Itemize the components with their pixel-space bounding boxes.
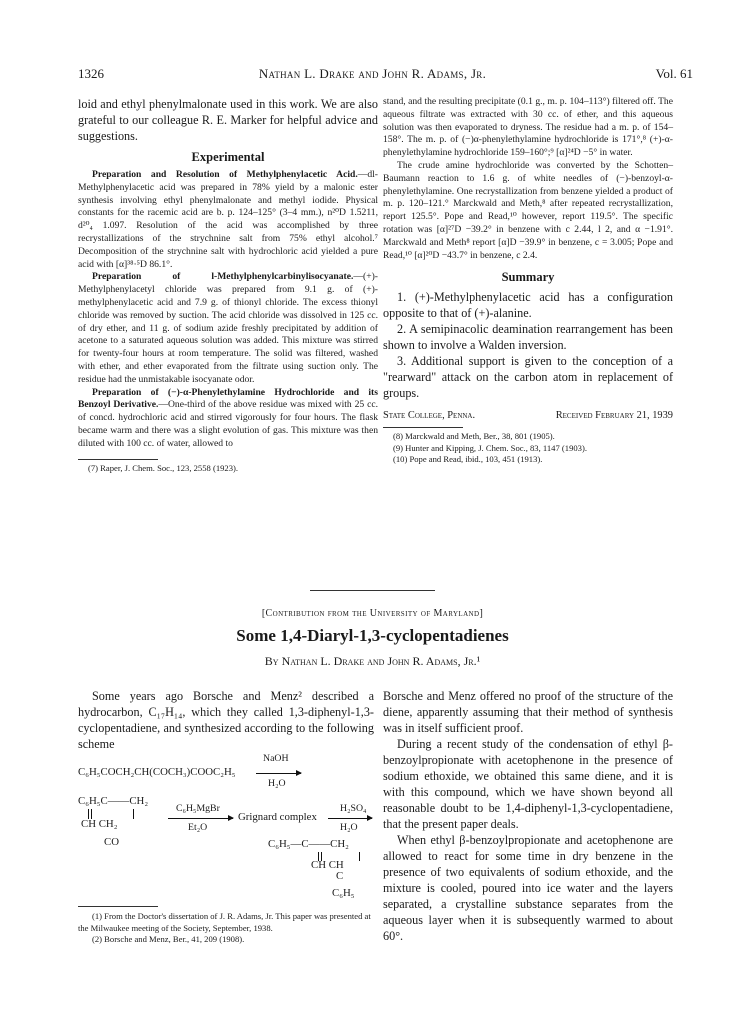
footnote-9: (9) Hunter and Kipping, J. Chem. Soc., 83, 1147 (1903). xyxy=(393,442,587,453)
acknowledgment-paragraph: loid and ethyl phenylmalonate used in this work. We are also grateful to our colleague R. E. Marker for helpful advice and suggestions. xyxy=(78,97,378,143)
precipitate-paragraph: stand, and the resulting precipitate (0.1 g., m. p. 104–113°) filtered off. The aqueous filtrate was extracted with 30 cc. of ether, and this aqueous solution was then evaporated to dryness. The residue had a m. p. of 154–158°. The m. p. of (−)α-phenylethylamine hydrochloride is 171°,⁸ (+)-α-phenylethylamine hydrochloride 159–160°;⁹ [α]²⁴D −5° in water. xyxy=(383,96,673,159)
scheme-grignard-complex: Grignard complex xyxy=(238,811,317,823)
running-title: Nathan L. Drake and John R. Adams, Jr. xyxy=(258,66,487,81)
footnote-2: (2) Borsche and Menz, Ber., 41, 209 (1908). xyxy=(92,934,245,944)
reaction-arrow-2 xyxy=(168,818,233,819)
byline: By Nathan L. Drake and John R. Adams, Jr.¹ xyxy=(264,654,481,668)
article-title: Some 1,4-Diaryl-1,3-cyclopentadienes xyxy=(236,626,509,645)
scheme-product-phenyl: C₆H₅ xyxy=(332,887,355,899)
reaction-scheme xyxy=(78,752,378,882)
scheme-reagent-naoh: NaOH xyxy=(263,753,289,764)
hydrochloride-body: —One-third of the above residue was mixed with 25 cc. of concd. hydrochloric acid and stirred vigorously for four hours. The flask became warm and there was a slight evolution of gas. This mixture was then diluted with 100 cc. of water, allowed to xyxy=(78,399,378,449)
footnote-8: (8) Marckwald and Meth, Ber., 38, 801 (1905). xyxy=(393,431,555,442)
prep-resolution-paragraph xyxy=(78,169,378,271)
footnote-rule-right xyxy=(383,427,463,428)
article-separator xyxy=(310,590,435,591)
prep-resolution-body: —dl-Methylphenylacetic acid was prepared in 78% yield by a malonic ester synthesis involving ethyl phenylmalonate and methyl iodide. Physical constants for the racemic acid are b. p. 124–125° (3–4 mm.), n²⁰D 1.5211, d²⁰₄ 1.097. Resolution of the acid was accomplished by three recrystallizations of the strychnine salt from 75% ethyl alcohol.⁷ Decomposition of the strychnine salt with hydrochloric acid yielded a pure acid with [α]³⁸·⁵D 86.1°. xyxy=(78,169,378,270)
summary-item-1: 1. (+)-Methylphenylacetic acid has a configuration opposite to that of (+)-alanine. xyxy=(383,290,673,321)
right-column-bottom xyxy=(383,688,673,944)
scheme-ring-middle: CH CH₂ xyxy=(81,818,118,830)
isocyanate-paragraph xyxy=(78,271,378,386)
product-bond-right xyxy=(359,852,360,861)
footnote-rule xyxy=(78,459,158,460)
place-label: State College, Penna. xyxy=(383,410,476,422)
scheme-ring-carbonyl: CO xyxy=(104,836,119,848)
prep-resolution-heading: Preparation and Resolution of Methylphenylacetic Acid. xyxy=(92,169,358,180)
scheme-starting-material: C₆H₅COCH₂CH(COCH₃)COOC₂H₅ xyxy=(78,766,236,778)
footnote-7: (7) Raper, J. Chem. Soc., 123, 2558 (1923). xyxy=(88,462,239,473)
footnote-rule-bottom xyxy=(78,906,158,907)
footnote-1: (1) From the Doctor's dissertation of J. R. Adams, Jr. This paper was presented at the Milwaukee meeting of the Society, September, 1938. xyxy=(78,911,371,933)
hydrochloride-heading: Preparation of (−)-α-Phenylethylamine Hydrochloride and its Benzoyl Derivative. xyxy=(78,386,378,411)
scheme-acid: H₂SO₄ xyxy=(340,803,367,814)
scheme-solvent: Et₂O xyxy=(188,822,208,833)
hydrochloride-paragraph xyxy=(78,387,378,451)
scheme-water-2: H₂O xyxy=(340,822,358,833)
contribution-line: [Contribution from the University of Maryland] xyxy=(261,608,484,619)
reaction-arrow-1 xyxy=(256,773,301,774)
benzoyl-paragraph: The crude amine hydrochloride was converted by the Schotten–Baumann reaction to 1.6 g. of white needles of (−)-benzoyl-α-phenylethylamine. One recrystallization from benzene yielded a product of m. p. 120–121.° Marckwald and Meth,⁸ after repeated recrystallization, report 125.5°. Pope and Read,¹⁰ however, report 119.5°. The specific rotation was [α]²⁷D −39.2° in benzene with c 2.44, l 2, and α −1.91°. Marckwald and Meth⁸ report [α]D −39.9° in benzene, c = 3.005; Pope and Read,¹⁰ [α]²⁰D −43.7° in benzene, c 2.4. xyxy=(383,159,673,261)
left-column-top xyxy=(78,96,378,474)
summary-heading: Summary xyxy=(501,270,555,285)
received-date: Received February 21, 1939 xyxy=(555,410,673,422)
summary-item-2: 2. A semipinacolic deamination rearrangement has been shown to involve a Walden inversion. xyxy=(383,322,673,353)
right-column-top xyxy=(383,96,673,466)
left-footnotes xyxy=(78,906,374,946)
scheme-ring-top: C₆H₅C——CH₂ xyxy=(78,795,149,807)
scheme-water-1: H₂O xyxy=(268,778,286,789)
isocyanate-body: —(+)-Methylphenylacetyl chloride was prepared from 9.1 g. of (+)-methylphenylacetic acid and 7.9 g. of thionyl chloride. The excess thionyl chloride was removed by suction. The acid chloride was dissolved in 125 cc. of dry ether, and 11 g. of sodium azide freshly precipitated by addition of acetone to a saturated aqueous solution was added. This mixture was stirred for twenty-four hours at room temperature. The solid was filtered, washed with ether, and ether evaporated from the filtrate using suction only. The residue had the unmistakable isocyanate odor. xyxy=(78,271,378,385)
ring-bond-right xyxy=(133,809,134,819)
volume-label: Vol. 61 xyxy=(655,66,693,81)
borsche-paragraph: Borsche and Menz offered no proof of the structure of the diene, apparently assuming that their method of synthesis was in itself sufficient proof. xyxy=(383,689,673,735)
experimental-heading: Experimental xyxy=(191,150,265,164)
left-column-bottom xyxy=(78,688,374,752)
summary-item-3: 3. Additional support is given to the conception of a "rearward" attack on the carbon atom in replacement of groups. xyxy=(383,354,673,401)
reaction-arrow-3 xyxy=(328,818,372,819)
scheme-product-middle: CH CH xyxy=(311,859,344,871)
dateline xyxy=(383,409,673,423)
scheme-product-top: C₆H₅—C——CH₂ xyxy=(268,838,349,850)
intro-paragraph: Some years ago Borsche and Menz² described a hydrocarbon, C₁₇H₁₄, which they called 1,3-diphenyl-1,3-cyclopentadiene, and synthesized according to the following scheme xyxy=(78,689,374,751)
page-number: 1326 xyxy=(78,66,104,81)
footnote-10: (10) Pope and Read, ibid., 103, 451 (1913). xyxy=(393,454,543,465)
reaction-paragraph: When ethyl β-benzoylpropionate and acetophenone are allowed to react for some time in dry benzene in the presence of two equivalents of sodium ethoxide, and the mixture is cooled, poured into ice water and the layers separated, a crystalline substance separates from the aqueous layer when it is subsequently warmed to about 60°. xyxy=(383,833,673,943)
recent-study-paragraph: During a recent study of the condensation of ethyl β-benzoylpropionate with acetophenone in the presence of sodium ethoxide, we obtained this same diene, and it is with this compound, which we have shown beyond all reasonable doubt to be 1,4-diphenyl-1,3-cyclopentadiene, that the present paper deals. xyxy=(383,737,673,831)
isocyanate-heading: Preparation of l-Methylphenylcarbinylisocyanate. xyxy=(92,271,354,283)
scheme-grignard-reagent: C₆H₅MgBr xyxy=(176,803,220,814)
scheme-product-carbon: C xyxy=(336,870,344,882)
